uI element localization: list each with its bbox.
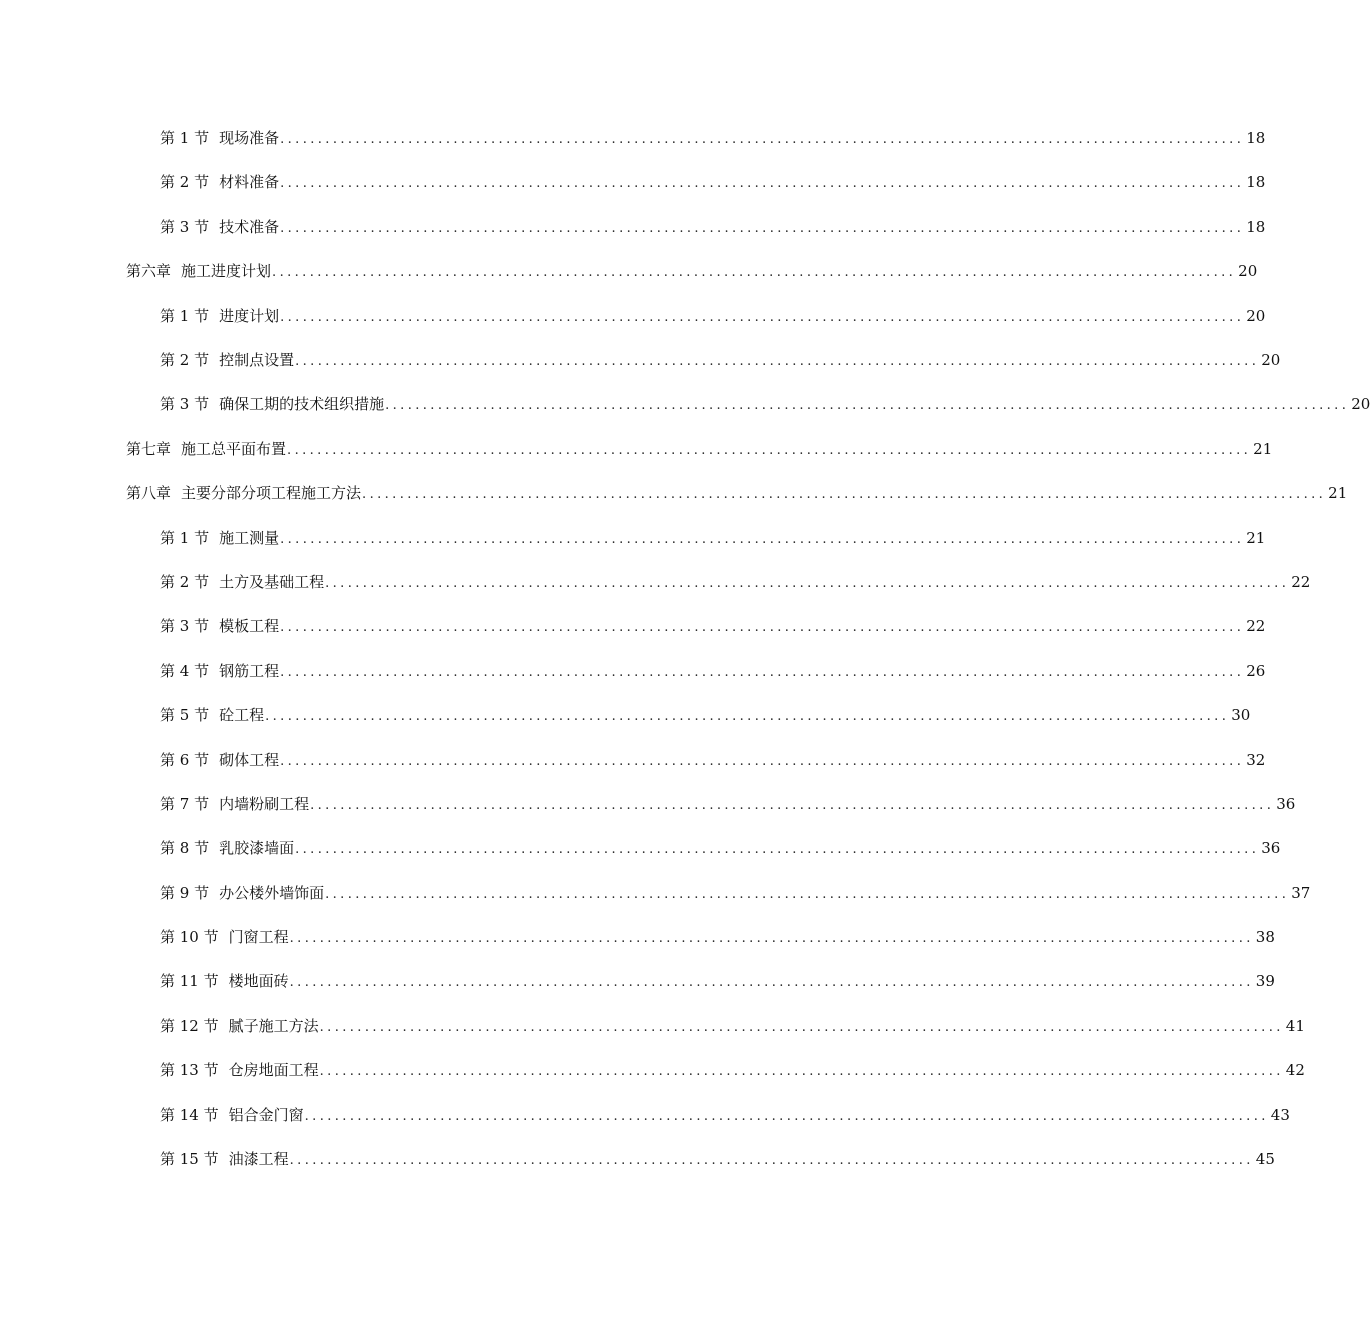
toc-entry-number: 第 3 节 <box>160 218 210 236</box>
toc-entry[interactable] <box>160 703 1251 727</box>
toc-entry-title: 施工测量 <box>219 529 280 547</box>
toc-entry-title: 楼地面砖 <box>228 972 289 990</box>
toc-entry-label <box>160 748 279 772</box>
toc-entry-title: 进度计划 <box>219 307 280 325</box>
toc-dot-leader: ................................................................................................................................ <box>280 132 1245 147</box>
toc-entry[interactable] <box>160 925 1275 949</box>
toc-entry-label <box>160 348 294 372</box>
toc-entry-title: 仓房地面工程 <box>228 1061 319 1079</box>
toc-entry-page: 36 <box>1261 839 1281 857</box>
toc-dot-leader: ................................................................................................................................ <box>325 887 1290 902</box>
toc-entry[interactable] <box>160 170 1266 194</box>
toc-entry-number: 第 12 节 <box>160 1017 219 1035</box>
toc-entry-page: 32 <box>1246 751 1266 769</box>
toc-dot-leader: ................................................................................................................................ <box>362 487 1327 502</box>
toc-entry-page: 43 <box>1270 1106 1290 1124</box>
toc-entry-title: 乳胶漆墙面 <box>219 839 295 857</box>
toc-dot-leader: ................................................................................................................................ <box>319 1064 1284 1079</box>
toc-entry-title: 施工进度计划 <box>181 262 272 280</box>
toc-entry-page: 20 <box>1246 307 1266 325</box>
toc-entry-title: 施工总平面布置 <box>181 440 287 458</box>
toc-dot-leader: ................................................................................................................................ <box>289 931 1254 946</box>
toc-entry-number: 第六章 <box>126 262 172 280</box>
toc-entry[interactable] <box>160 881 1311 905</box>
toc-entry[interactable] <box>126 481 1348 505</box>
toc-entry-title: 现场准备 <box>219 129 280 147</box>
toc-entry-title: 控制点设置 <box>219 351 295 369</box>
toc-entry-number: 第 1 节 <box>160 129 210 147</box>
toc-entry-label <box>160 881 324 905</box>
toc-entry-number: 第 3 节 <box>160 395 210 413</box>
toc-entry-page: 38 <box>1255 928 1275 946</box>
toc-entry-title: 门窗工程 <box>228 928 289 946</box>
toc-entry-number: 第 10 节 <box>160 928 219 946</box>
toc-entry-number: 第 1 节 <box>160 529 210 547</box>
toc-entry[interactable] <box>160 1103 1290 1127</box>
toc-entry-label <box>160 925 289 949</box>
toc-entry-page: 20 <box>1351 395 1370 413</box>
toc-entry-page: 18 <box>1246 218 1266 236</box>
toc-entry-page: 21 <box>1246 529 1266 547</box>
toc-dot-leader: ................................................................................................................................ <box>289 1153 1254 1168</box>
toc-entry-page: 18 <box>1246 173 1266 191</box>
toc-entry[interactable] <box>160 570 1311 594</box>
toc-dot-leader: ................................................................................................................................ <box>280 532 1245 547</box>
toc-entry-page: 20 <box>1238 262 1258 280</box>
toc-entry-label <box>160 1147 289 1171</box>
toc-entry-number: 第 2 节 <box>160 351 210 369</box>
toc-dot-leader: ................................................................................................................................ <box>289 975 1254 990</box>
toc-entry[interactable] <box>160 748 1266 772</box>
toc-dot-leader: ................................................................................................................................ <box>272 265 1237 280</box>
toc-entry-number: 第 7 节 <box>160 795 210 813</box>
toc-entry[interactable] <box>160 392 1370 416</box>
toc-entry-title: 铝合金门窗 <box>228 1106 304 1124</box>
toc-entry-title: 土方及基础工程 <box>219 573 325 591</box>
toc-entry-number: 第八章 <box>126 484 172 502</box>
toc-entry-label <box>160 792 309 816</box>
toc-entry-number: 第 2 节 <box>160 173 210 191</box>
toc-entry-label <box>160 170 279 194</box>
toc-entry[interactable] <box>126 259 1258 283</box>
toc-dot-leader: ................................................................................................................................ <box>280 221 1245 236</box>
toc-entry-page: 21 <box>1253 440 1273 458</box>
toc-entry-page: 26 <box>1246 662 1266 680</box>
toc-entry-title: 材料准备 <box>219 173 280 191</box>
toc-entry-page: 22 <box>1246 617 1266 635</box>
toc-entry-label <box>160 703 264 727</box>
toc-entry-title: 油漆工程 <box>228 1150 289 1168</box>
toc-entry-label <box>126 437 286 461</box>
toc-dot-leader: ................................................................................................................................ <box>385 398 1350 413</box>
toc-entry-page: 20 <box>1261 351 1281 369</box>
toc-entry-label <box>160 570 324 594</box>
toc-entry[interactable] <box>126 437 1273 461</box>
toc-entry-label <box>126 481 361 505</box>
toc-entry-number: 第 3 节 <box>160 617 210 635</box>
toc-entry-label <box>160 215 279 239</box>
toc-dot-leader: ................................................................................................................................ <box>304 1109 1269 1124</box>
toc-entry-number: 第 2 节 <box>160 573 210 591</box>
toc-entry[interactable] <box>160 836 1281 860</box>
toc-entry-number: 第 15 节 <box>160 1150 219 1168</box>
toc-entry-label <box>160 969 289 993</box>
toc-dot-leader: ................................................................................................................................ <box>280 620 1245 635</box>
toc-dot-leader: ................................................................................................................................ <box>295 842 1260 857</box>
toc-entry[interactable] <box>160 659 1266 683</box>
toc-entry-label <box>160 836 294 860</box>
toc-entry-page: 42 <box>1285 1061 1305 1079</box>
toc-entry-title: 腻子施工方法 <box>228 1017 319 1035</box>
toc-dot-leader: ................................................................................................................................ <box>295 354 1260 369</box>
toc-entry-number: 第 4 节 <box>160 662 210 680</box>
toc-entry-label <box>160 526 279 550</box>
toc-entry-title: 办公楼外墙饰面 <box>219 884 325 902</box>
toc-entry-number: 第 14 节 <box>160 1106 219 1124</box>
toc-entry-page: 21 <box>1328 484 1348 502</box>
toc-entry-title: 钢筋工程 <box>219 662 280 680</box>
toc-entry[interactable] <box>160 348 1281 372</box>
toc-entry-page: 41 <box>1285 1017 1305 1035</box>
toc-entry[interactable] <box>160 304 1266 328</box>
toc-entry-title: 模板工程 <box>219 617 280 635</box>
toc-entry-title: 确保工期的技术组织措施 <box>219 395 385 413</box>
toc-entry[interactable] <box>160 526 1266 550</box>
toc-entry-number: 第 13 节 <box>160 1061 219 1079</box>
toc-entry-label <box>160 392 384 416</box>
toc-entry-number: 第 9 节 <box>160 884 210 902</box>
toc-entry-number: 第 1 节 <box>160 307 210 325</box>
toc-dot-leader: ................................................................................................................................ <box>325 576 1290 591</box>
toc-entry[interactable] <box>160 792 1296 816</box>
toc-entry-label <box>160 659 279 683</box>
toc-entry-page: 36 <box>1276 795 1296 813</box>
toc-dot-leader: ................................................................................................................................ <box>310 798 1275 813</box>
toc-dot-leader: ................................................................................................................................ <box>287 443 1252 458</box>
toc-entry-label <box>160 304 279 328</box>
toc-entry[interactable] <box>160 1058 1305 1082</box>
toc-entry-label <box>160 614 279 638</box>
toc-entry-title: 技术准备 <box>219 218 280 236</box>
toc-entry-label <box>160 1014 319 1038</box>
toc-entry-number: 第 8 节 <box>160 839 210 857</box>
toc-entry-number: 第 11 节 <box>160 972 219 990</box>
toc-entry[interactable] <box>160 215 1266 239</box>
toc-entry-page: 39 <box>1255 972 1275 990</box>
toc-entry-page: 37 <box>1291 884 1311 902</box>
toc-entry-label <box>160 1103 304 1127</box>
toc-dot-leader: ................................................................................................................................ <box>280 754 1245 769</box>
toc-entry-number: 第七章 <box>126 440 172 458</box>
toc-entry-page: 45 <box>1255 1150 1275 1168</box>
toc-entry[interactable] <box>160 1147 1275 1171</box>
toc-dot-leader: ................................................................................................................................ <box>280 176 1245 191</box>
toc-entry-label <box>126 259 271 283</box>
toc-dot-leader: ................................................................................................................................ <box>280 665 1245 680</box>
toc-entry-page: 18 <box>1246 129 1266 147</box>
toc-entry[interactable] <box>160 1014 1305 1038</box>
toc-entry-title: 主要分部分项工程施工方法 <box>181 484 362 502</box>
toc-dot-leader: ................................................................................................................................ <box>265 709 1230 724</box>
toc-entry-number: 第 6 节 <box>160 751 210 769</box>
toc-entry-page: 22 <box>1291 573 1311 591</box>
toc-entry-label <box>160 1058 319 1082</box>
toc-entry[interactable] <box>160 614 1266 638</box>
toc-entry-title: 砼工程 <box>219 706 265 724</box>
toc-entry-label <box>160 126 279 150</box>
toc-entry[interactable] <box>160 969 1275 993</box>
toc-dot-leader: ................................................................................................................................ <box>319 1020 1284 1035</box>
toc-entry-title: 内墙粉刷工程 <box>219 795 310 813</box>
toc-entry[interactable] <box>160 126 1266 150</box>
toc-entry-number: 第 5 节 <box>160 706 210 724</box>
toc-entry-page: 30 <box>1231 706 1251 724</box>
toc-entry-title: 砌体工程 <box>219 751 280 769</box>
toc-dot-leader: ................................................................................................................................ <box>280 310 1245 325</box>
